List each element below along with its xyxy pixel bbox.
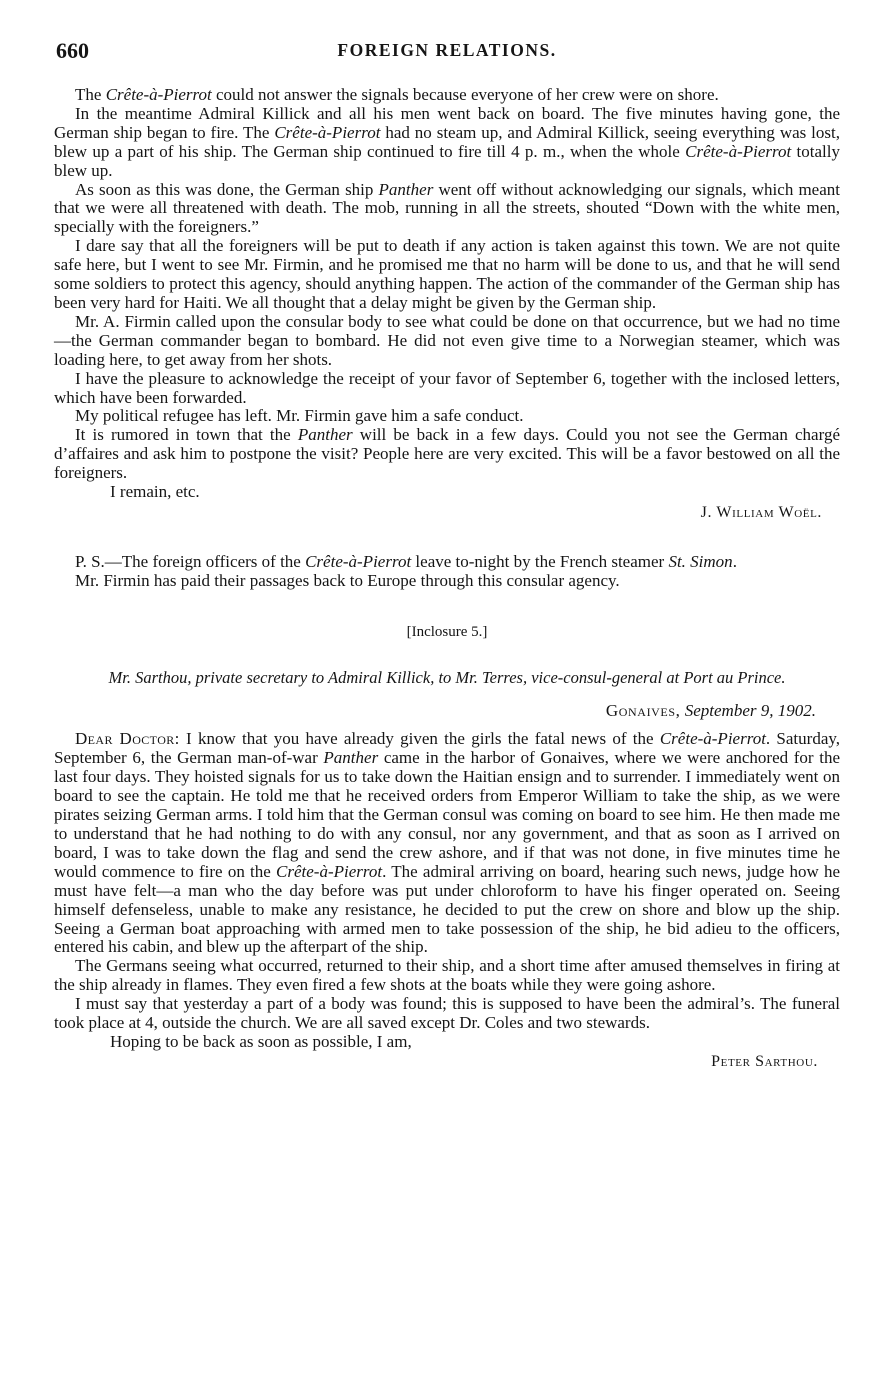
running-head bbox=[56, 38, 838, 66]
body-text bbox=[54, 86, 840, 1073]
ship-name: St. Simon bbox=[668, 551, 733, 571]
paragraph: In the meantime Admiral Killick and all his men went back on board. The five minutes having gone, the German ship began to fire. The Crête-à-Pierrot had no steam up, and Admiral Killick, seeing everything was lost, blew up a part of his ship. The German ship continued to fire till 4 p. m., when the whole Crête-à-Pierrot totally blew up. bbox=[54, 103, 840, 180]
ship-name: Crête-à-Pierrot bbox=[659, 729, 766, 749]
paragraph: Dear Doctor: I know that you have already given the girls the fatal news of the Crête-à-Pierrot. Saturday, September 6, the German man-of-war Panther came in the harbor of Gonaives, where we were anchored for the last four days. They hoisted signals for us to take down the Haitian ensign and to surrender. I immediately went on board to see the captain. He told me that he received orders from Emperor William to take the ship, as we were pirates seizing German arms. I told him that the German consul was coming on board to see him. He then made me to understand that he had nothing to do with any consul, nor any government, and that as soon as I arrived on board, I was to take down the flag and send the crew ashore, and if that was not done, in five minutes time he would commence to fire on the Crête-à-Pierrot. The admiral arriving on board, hearing such news, judge how he must have felt—a man who the day before was put under chloroform to have his finger operated on. Seeing himself defenseless, unable to make any resistance, he decided to put the crew on shore and blow up the ship. Seeing a German boat approaching with armed men to take possession of the ship, he bid adieu to the officers, entered his cabin, and blew up the afterpart of the ship. bbox=[54, 729, 841, 957]
paragraph: My political refugee has left. Mr. Firmin gave him a safe conduct. bbox=[75, 406, 524, 426]
date: September 9, 1902. bbox=[684, 700, 816, 720]
salutation: Dear Doctor: bbox=[75, 729, 180, 749]
closing-row bbox=[54, 1033, 840, 1073]
ship-name: Panther bbox=[378, 179, 434, 199]
ship-name: Crête-à-Pierrot bbox=[685, 141, 792, 161]
ship-name: Panther bbox=[297, 425, 353, 445]
paragraph: As soon as this was done, the German ship Panther went off without acknowledging our signals, which meant that we were all threatened with death. The mob, running in all the streets, shouted “Down with the white men, specially with the foreigners.” bbox=[54, 179, 840, 237]
signature: Peter Sarthou. bbox=[711, 1052, 818, 1070]
running-title: FOREIGN RELATIONS. bbox=[337, 40, 557, 60]
ship-name: Panther bbox=[323, 748, 379, 768]
paragraph: I have the pleasure to acknowledge the receipt of your favor of September 6, together with the inclosed letters, which have been forwarded. bbox=[54, 368, 840, 407]
closing: I remain, etc. bbox=[110, 482, 200, 502]
paragraph: I must say that yesterday a part of a body was found; this is supposed to have been the admiral’s. The funeral took place at 4, outside the church. We are all saved except Dr. Coles and two stewards. bbox=[54, 994, 840, 1033]
ship-name: Crête-à-Pierrot bbox=[274, 122, 381, 142]
ship-name: Crête-à-Pierrot bbox=[276, 861, 383, 881]
closing: Hoping to be back as soon as possible, I am, bbox=[110, 1031, 412, 1051]
ship-name: Crête-à-Pierrot bbox=[105, 85, 212, 104]
inclosure-label: [Inclosure 5.] bbox=[406, 623, 488, 640]
page-number: 660 bbox=[56, 38, 89, 63]
letter-heading: Mr. Sarthou, private secretary to Admiral Killick, to Mr. Terres, vice-consul-general at Port au Prince. bbox=[108, 667, 786, 687]
paragraph: Mr. A. Firmin called upon the consular body to see what could be done on that occurrence, but we had no time—the German commander began to bombard. He did not even give time to a Norwegian steamer, which was loading here, to get away from her shots. bbox=[54, 311, 840, 369]
paragraph: I dare say that all the foreigners will be put to death if any action is taken against this town. We are not quite safe here, but I went to see Mr. Firmin, and he promised me that no harm will be done to us, and that he will send some soldiers to protect this agency, should anything happen. The action of the commander of the German ship has been very hard for Haiti. We all thought that a delay might be given by the German ship. bbox=[54, 236, 840, 312]
postscript-line: Mr. Firmin has paid their passages back to Europe through this consular agency. bbox=[75, 570, 620, 590]
dateline bbox=[54, 702, 840, 721]
paragraph: The Crête-à-Pierrot could not answer the signals because everyone of her crew were on shore. bbox=[75, 85, 719, 104]
postscript: P. S.—The foreign officers of the Crête-à-Pierrot leave to-night by the French steamer St. Simon. bbox=[75, 551, 737, 571]
paragraph: The Germans seeing what occurred, returned to their ship, and a short time after amused themselves in firing at the ship already in flames. They even fired a few shots at the boats while they were going ashore. bbox=[54, 956, 840, 995]
paragraph: It is rumored in town that the Panther will be back in a few days. Could you not see the German chargé d’affaires and ask him to postpone the visit? People here are very excited. This will be a favor bestowed on all the foreigners. bbox=[54, 425, 840, 483]
ship-name: Crête-à-Pierrot bbox=[305, 551, 412, 571]
signature: J. William Woël. bbox=[700, 503, 822, 521]
place: Gonaives, bbox=[605, 700, 681, 720]
